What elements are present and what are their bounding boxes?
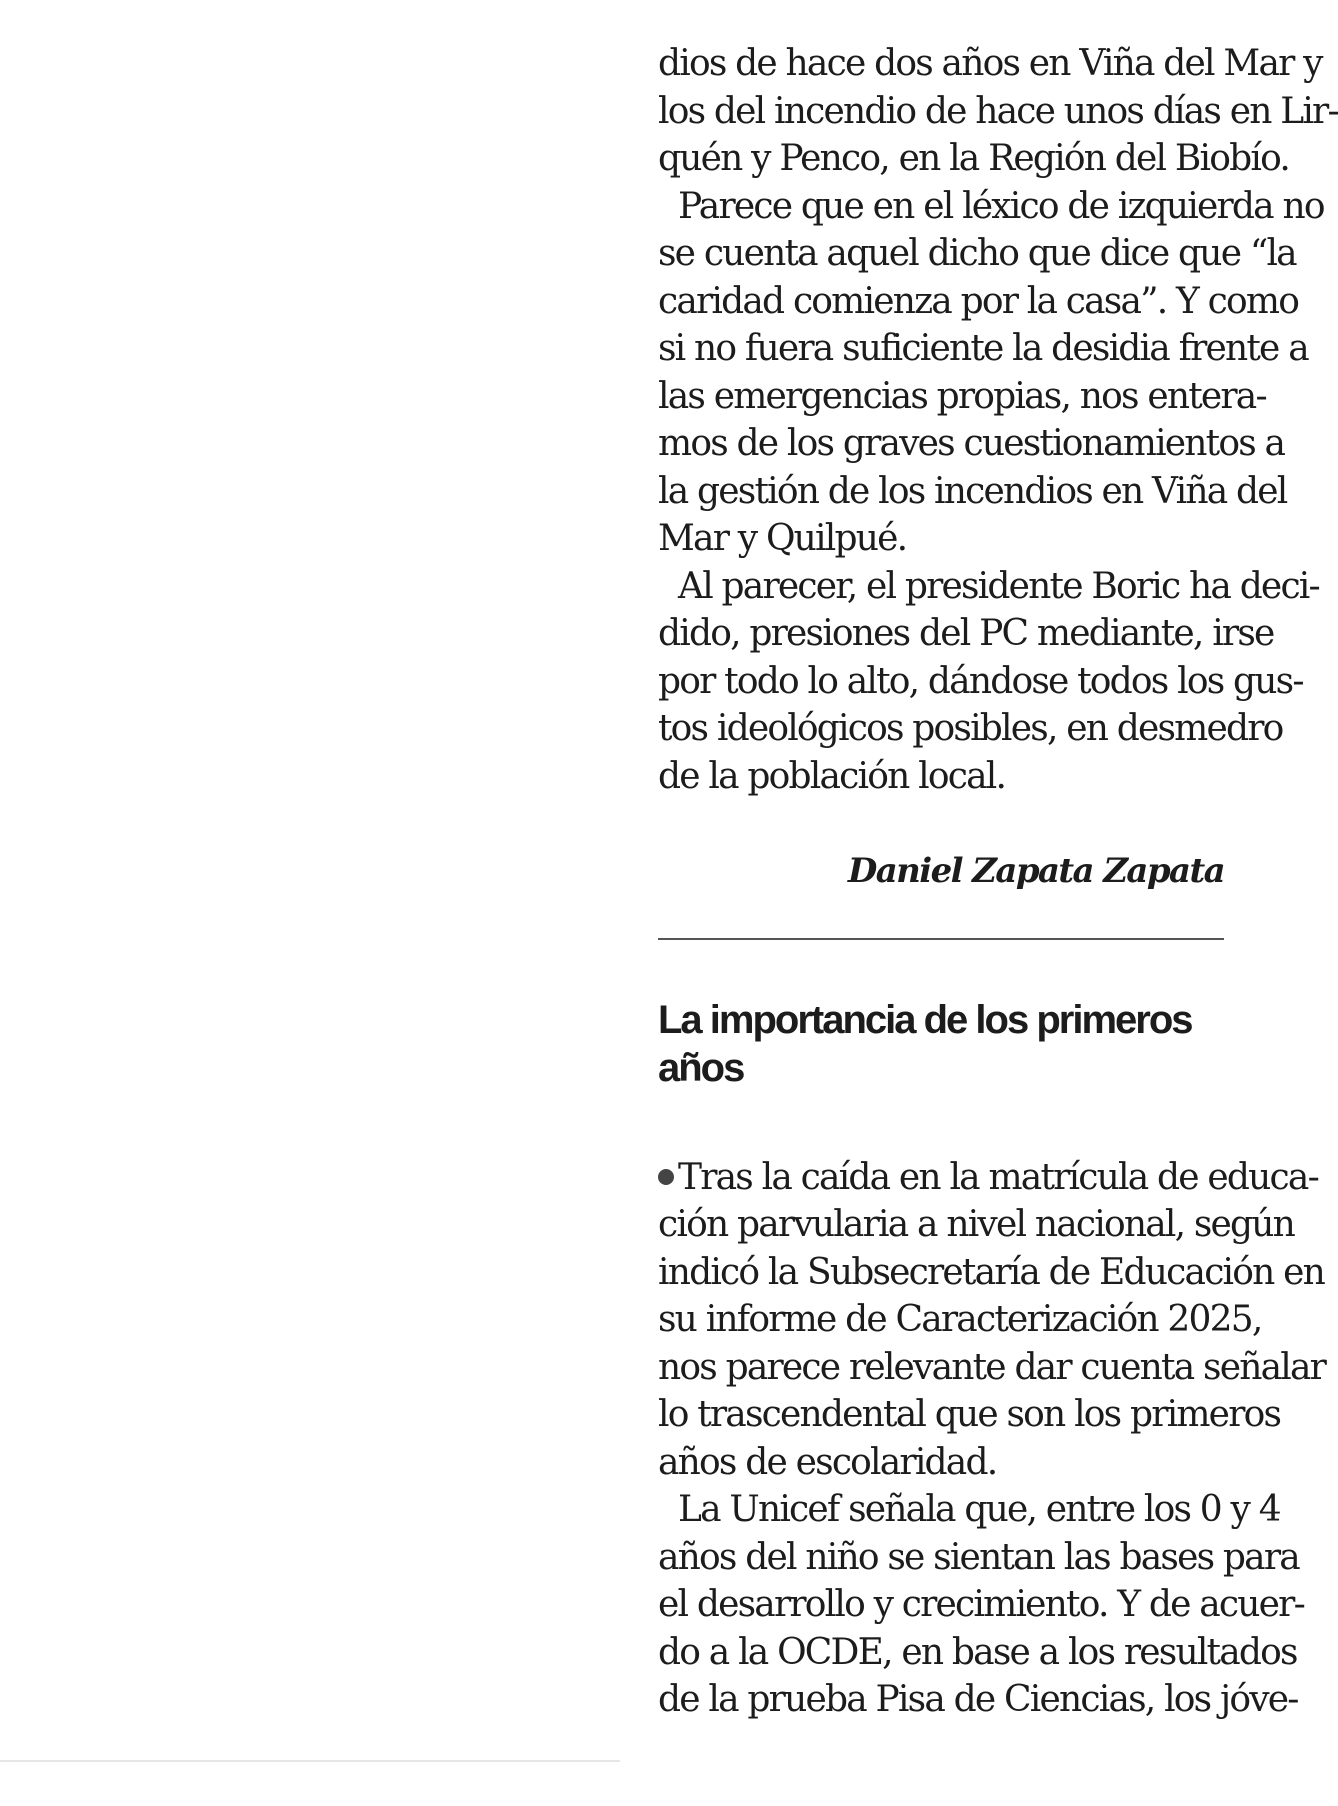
body-line: mos de los graves cuestionamientos a <box>658 423 1285 464</box>
body-line: Mar y Quilpué. <box>658 518 907 559</box>
body-line: nos parece relevante dar cuenta señalar <box>658 1346 1326 1388</box>
body-line: las emergencias propias, nos entera- <box>658 375 1266 417</box>
page-bottom-rule <box>0 1760 620 1762</box>
body-line: indicó la Subsecretaría de Educación en <box>658 1251 1325 1293</box>
body-line: caridad comienza por la casa”. Y como <box>658 280 1299 322</box>
body-line: años del niño se sientan las bases para <box>658 1536 1299 1578</box>
body-line: de la prueba Pisa de Ciencias, los jóve- <box>658 1679 1298 1720</box>
body-line: los del incendio de hace unos días en Lir- <box>658 90 1338 132</box>
body-line: se cuenta aquel dicho que dice que “la <box>658 233 1296 274</box>
body-line: el desarrollo y crecimiento. Y de acuer- <box>658 1584 1304 1625</box>
article-headline <box>658 996 1224 1092</box>
body-line-first <box>658 1154 1318 1202</box>
letter-article-educacion <box>658 1154 1326 1724</box>
body-line: la gestión de los incendios en Viña del <box>658 470 1287 512</box>
body-line: de la población local. <box>658 755 1006 797</box>
body-line: quén y Penco, en la Región del Biobío. <box>658 138 1289 179</box>
headline-line: La importancia de los primeros <box>658 997 1192 1042</box>
body-line: Parece que en el léxico de izquierda no <box>678 185 1324 227</box>
body-line: Al parecer, el presidente Boric ha deci- <box>678 565 1319 607</box>
letter-signature: Daniel Zapata Zapata <box>847 851 1224 891</box>
section-divider <box>658 938 1224 940</box>
body-line: ción parvularia a nivel nacional, según <box>658 1204 1295 1245</box>
letter-article-incendios <box>658 40 1338 896</box>
newspaper-column <box>658 40 1338 1724</box>
body-line: dios de hace dos años en Viña del Mar y <box>658 43 1322 84</box>
body-line: La Unicef señala que, entre los 0 y 4 <box>678 1489 1280 1530</box>
body-line: años de escolaridad. <box>658 1441 997 1483</box>
body-line-text: Tras la caída en la matrícula de educa- <box>678 1156 1318 1198</box>
body-line: do a la OCDE, en base a los resultados <box>658 1631 1297 1673</box>
body-line: su informe de Caracterización 2025, <box>658 1299 1262 1340</box>
body-line: por todo lo alto, dándose todos los gus- <box>658 660 1303 702</box>
bullet-icon <box>658 1169 674 1185</box>
body-line: tos ideológicos posibles, en desmedro <box>658 708 1283 749</box>
body-line: dido, presiones del PC mediante, irse <box>658 613 1274 654</box>
body-line: lo trascendental que son los primeros <box>658 1394 1281 1435</box>
headline-line: años <box>658 1045 744 1090</box>
body-line: si no fuera suficiente la desidia frente a <box>658 328 1308 369</box>
